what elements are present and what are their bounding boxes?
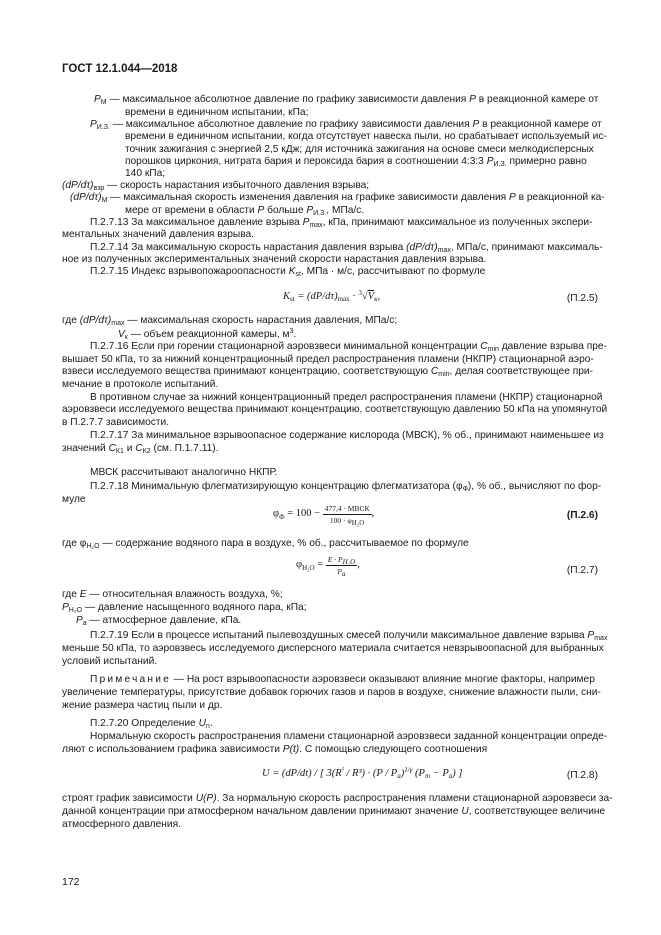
p2717-line-1: П.2.7.17 За минимальное взрывоопасное содержание кислорода (МВСК), % об., принимают наименьшее из: [90, 430, 604, 441]
def-p-iz-cont-4: 140 кПа;: [125, 168, 166, 179]
note-line-3: жение размера частиц пыли и др.: [62, 700, 223, 711]
formula-phi-f: $\varphi_Ф = 100$ − $\frac{\text{477,4 · МВСК}}{100 \cdot \varphi_{H_2O}}$ ,: [273, 504, 375, 527]
note-line-2: увеличение температуры, присутствие добавок горючих газов и паров в воздухе, снижение влажности пыли, сни-: [62, 687, 601, 698]
def-dpdt-vzr: $(dP/d\tau)_{взр}$ — скорость нарастания избыточного давления взрыва;: [62, 180, 370, 192]
p2716-line-1: П.2.7.16 Если при горении стационарной аэровзвеси минимальной концентрации $C_{min}$ давление взрыва пре-: [90, 341, 607, 353]
final-line-2: данной концентрации при атмосферном начальном давлении принимают значение U, соответствующее величине: [62, 806, 606, 817]
where-phi-h2o: где $\varphi_{H_2O}$ — содержание водяного пара в воздухе, % об., рассчитываемое по формуле: [62, 538, 469, 550]
where-vk: $V_к$ — объем реакционной камеры, $м^3$.: [118, 328, 297, 341]
p2720-line-1: П.2.7.20 Определение $U_n$.: [90, 718, 213, 730]
eq-number-p27: (П.2.7): [566, 565, 598, 576]
p2714-line-2: ное из полученных экспериментальных значений скорости нарастания давления взрыва.: [62, 254, 487, 265]
p2716-line-2: вышает 50 кПа, то за нижний концентрационный предел распространения пламени (НКПР) стационарной аэро-: [62, 354, 594, 365]
p2716-line-7: в П.2.7.7 зависимости.: [62, 417, 170, 428]
p2717-line-3: МВСК рассчитывают аналогично НКПР.: [90, 467, 278, 478]
p2718-line-2: муле: [62, 494, 86, 505]
p2713-line-1: П.2.7.13 За максимальное давление взрыва $P_{max}$, кПа, принимают максимальное из полученных экспери-: [90, 217, 593, 229]
def-dpdt-m: $(dP/d\tau)_М$ — максимальная скорость изменения давления на графике зависимости давления P в реакционной ка-: [70, 192, 605, 204]
formula-u: U = (dP/dt) / [ $3(R^{^2} / R^3) \cdot (P / P_а)^{1/\gamma}$ $(P_m - P_а)$ ]: [262, 766, 463, 780]
p2716-line-4: мечание в протоколе испытаний.: [62, 379, 219, 390]
p2716-line-6: аэровзвеси исследуемого вещества принимают концентрацию, соответствующую давлению 50 кПа на упомянутой: [62, 404, 608, 415]
p2719-line-1: П.2.7.19 Если в процессе испытаний пылевоздушных смесей получили максимальное давление взрыва $P_{max}$: [90, 630, 608, 642]
page-number: 172: [62, 876, 80, 888]
p2718-line-1: П.2.7.18 Минимальную флегматизирующую концентрацию флегматизатора $(\varphi_Ф)$, % об., вычисляют по фор-: [90, 481, 602, 493]
p2719-line-3: условий испытаний.: [62, 656, 158, 667]
eq-number-p28: (П.2.8): [566, 770, 598, 781]
formula-kst: $K_{st} = (dP/d\tau)_{max} \cdot ^3√V_к$,: [283, 289, 381, 303]
p2720-line-3: ляют с использованием графика зависимости P(t). С помощью следующего соотношения: [62, 744, 488, 755]
where-e: где E — относительная влажность воздуха, %;: [62, 589, 283, 600]
where-dpdt-max: где $(dP/d\tau)_{max}$ — максимальная скорость нарастания давления, МПа/с;: [62, 315, 398, 327]
p2719-line-2: меньше 50 кПа, то аэровзвесь исследуемого дисперсного материала считается невзрывоопасной для выбранных: [62, 643, 604, 654]
where-p-h2o: $P_{H_2O}$ — давление насыщенного водяного пара, кПа;: [62, 602, 307, 614]
p2720-line-2: Нормальную скорость распространения пламени стационарной аэровзвеси заданной концентрации опреде-: [90, 731, 608, 742]
eq-number-p26: (П.2.6): [566, 510, 598, 521]
final-line-1: строят график зависимости U(P). За нормальную скорость распространения пламени стационарной аэровзвеси за-: [62, 793, 613, 804]
p2716-line-3: взвеси исследуемого вещества принимают концентрацию, соответствующую $C_{min}$, делая соответствующее при-: [62, 366, 593, 378]
where-p-a: $P_а$ — атмосферное давление, кПа.: [76, 615, 242, 627]
p2713-line-2: ментальных значений давления взрыва.: [62, 229, 254, 240]
def-p-iz: $P_{И.З.}$ — максимальное абсолютное давление по графику зависимости давления P в реакционной камере от: [90, 119, 602, 131]
document-header: ГОСТ 12.1.044—2018: [62, 63, 178, 75]
def-p-m-cont: времени в единичном испытании, кПа;: [125, 107, 309, 118]
formula-phi-h2o: $\varphi_{H_2O}$ = $\frac{E \cdot P_{H_2O}}{P_а}$ ,: [296, 555, 360, 578]
final-line-3: атмосферного давления.: [62, 819, 181, 830]
p2716-line-5: В противном случае за нижний концентрационный предел распространения пламени (НКПР) стационарной: [90, 392, 603, 403]
def-p-m: $P_М$ — максимальное абсолютное давление по графику зависимости давления P в реакционной камере от: [94, 94, 599, 106]
note-line-1: Примечание — На рост взрывоопасности аэровзвеси оказывают влияние многие факторы, например: [90, 674, 595, 685]
note-label: Примечание: [90, 674, 171, 685]
def-p-iz-cont-1: времени в единичном испытании, когда отсутствует навеска пыли, но срабатывает используемый ис-: [125, 131, 607, 142]
p2717-line-2: значений $C_{К1}$ и $C_{К2}$ (см. П.1.7.11).: [62, 443, 219, 455]
def-dpdt-m-cont: мере от времени в области P больше $P_{И.З.}$, МПа/с.: [125, 205, 365, 217]
p2714-line-1: П.2.7.14 За максимальную скорость нарастания давления взрыва $(dP/d\tau)_{max}$, МПа/с, принимают максималь-: [90, 242, 603, 254]
def-p-iz-cont-2: точник зажигания с энергией 2,5 кДж; для источника зажигания на основе смеси мелкодисперсных: [125, 144, 594, 155]
def-p-iz-cont-3: порошков циркония, нитрата бария и пероксида бария в соотношении 4:3:3 $P_{И.З.}$ примерно равно: [125, 156, 587, 168]
eq-number-p25: (П.2.5): [566, 293, 598, 304]
p2715-line: П.2.7.15 Индекс взрывопожароопасности $K_{st}$, МПа · м/с, рассчитывают по формуле: [90, 266, 486, 278]
